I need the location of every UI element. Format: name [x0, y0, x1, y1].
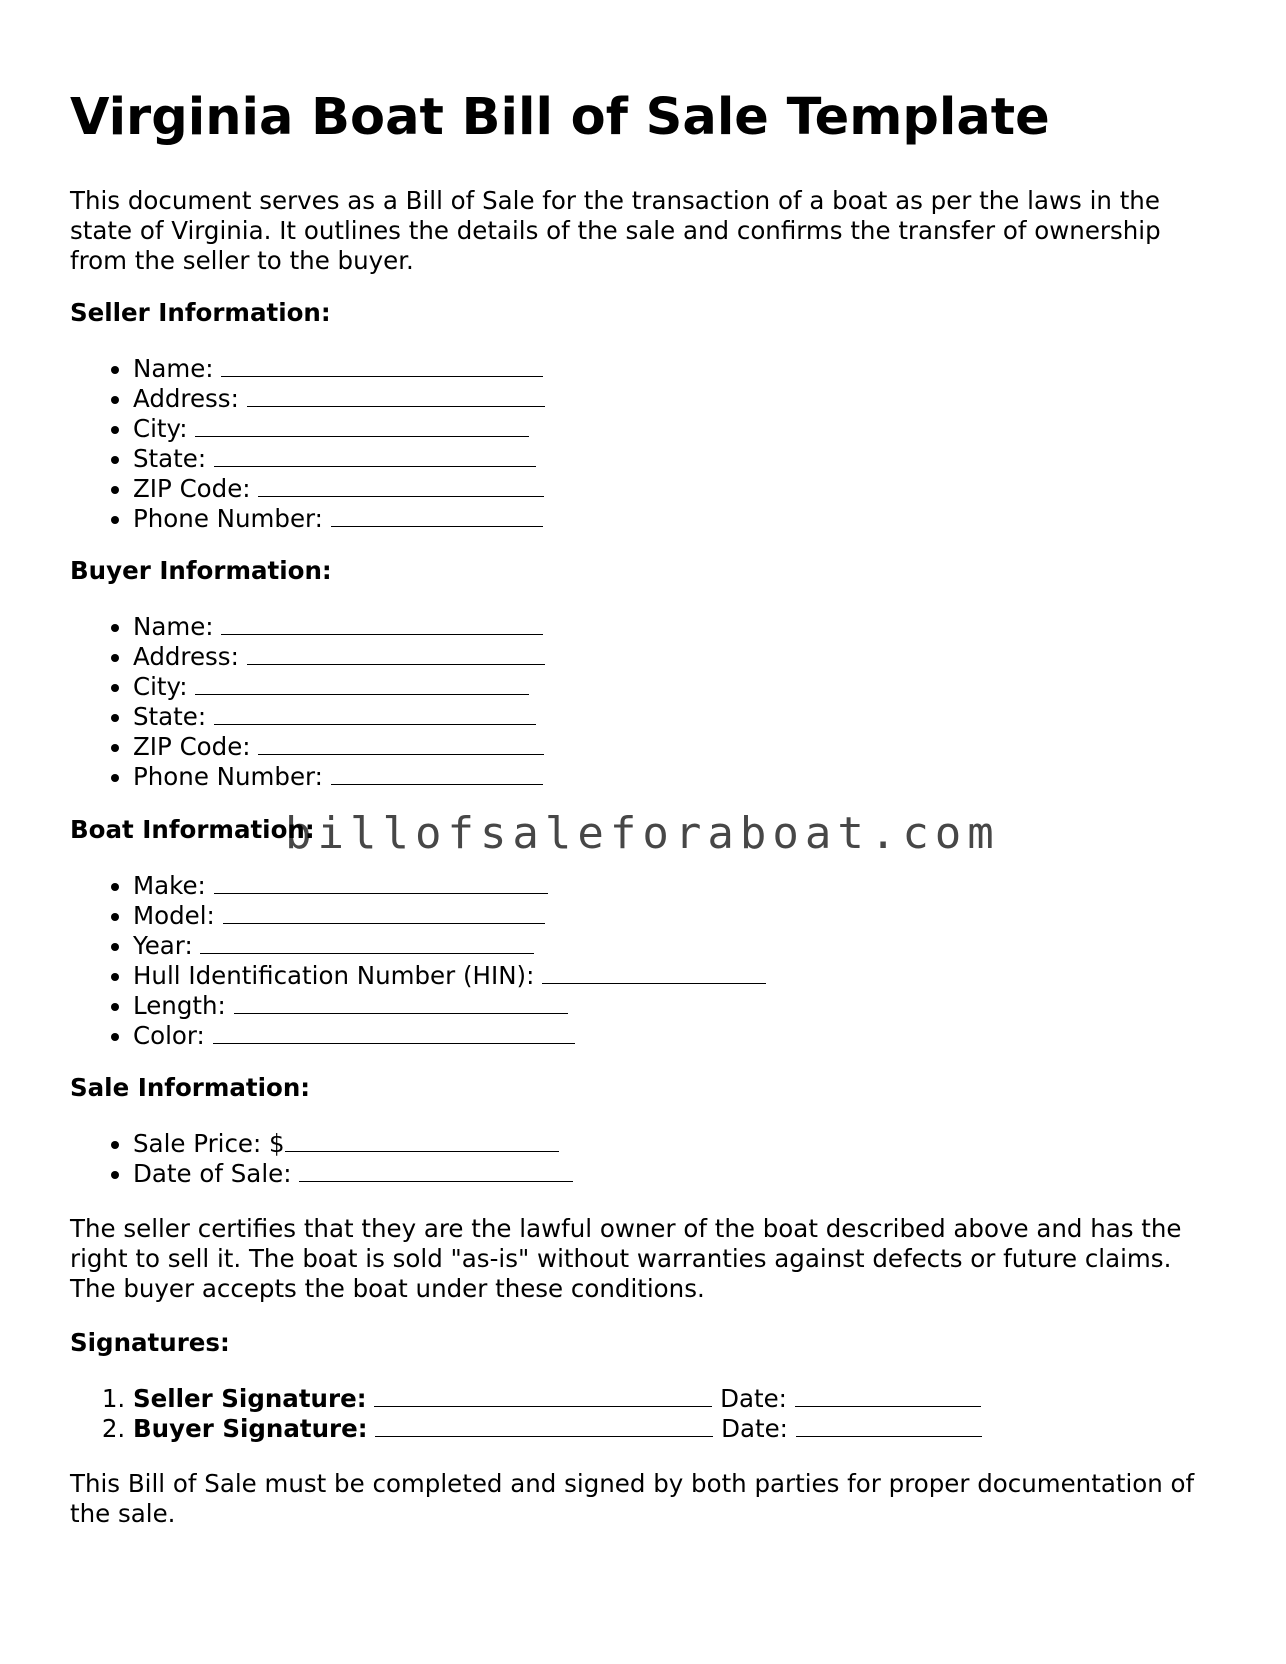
- seller-phone-field: • Phone Number:: [133, 504, 545, 534]
- seller-signature-blank[interactable]: [374, 1384, 712, 1407]
- certification-paragraph: The seller certifies that they are the lawful owner of the boat described above and has the right to sell it. The boat is sold "as-is" without warranties against defects or future claims. The buyer accepts the boat under these conditions.: [70, 1214, 1182, 1303]
- boat-hin-blank[interactable]: [542, 961, 766, 984]
- buyer-address-field: • Address:: [133, 642, 545, 672]
- seller-phone-blank[interactable]: [331, 504, 543, 527]
- boat-color-field: • Color:: [133, 1021, 766, 1051]
- buyer-phone-field: • Phone Number:: [133, 762, 545, 792]
- seller-heading: Seller Information:: [70, 298, 331, 327]
- sale-date-blank[interactable]: [299, 1159, 573, 1182]
- boat-length-blank[interactable]: [234, 991, 568, 1014]
- buyer-city-field: • City:: [133, 672, 545, 702]
- sale-price-blank[interactable]: [285, 1129, 559, 1152]
- seller-name-field: • Name:: [133, 354, 545, 384]
- buyer-address-blank[interactable]: [247, 642, 545, 665]
- boat-field-list: [70, 871, 766, 1051]
- signature-list: [70, 1384, 982, 1444]
- seller-city-blank[interactable]: [195, 414, 529, 437]
- boat-make-blank[interactable]: [214, 871, 548, 894]
- boat-make-field: • Make:: [133, 871, 766, 901]
- seller-name-blank[interactable]: [221, 354, 543, 377]
- buyer-signature-date-blank[interactable]: [796, 1414, 982, 1437]
- seller-state-field: • State:: [133, 444, 545, 474]
- buyer-signature-item: 2. Buyer Signature: Date:: [133, 1414, 982, 1444]
- buyer-name-field: • Name:: [133, 612, 545, 642]
- boat-model-field: • Model:: [133, 901, 766, 931]
- buyer-state-field: • State:: [133, 702, 545, 732]
- seller-signature-date-blank[interactable]: [795, 1384, 981, 1407]
- document-title: Virginia Boat Bill of Sale Template: [70, 88, 1050, 147]
- seller-field-list: [70, 354, 545, 534]
- sale-field-list: [70, 1129, 573, 1189]
- seller-state-blank[interactable]: [214, 444, 536, 467]
- boat-model-blank[interactable]: [223, 901, 545, 924]
- seller-city-field: • City:: [133, 414, 545, 444]
- closing-paragraph: This Bill of Sale must be completed and signed by both parties for proper documentation of the sale.: [70, 1469, 1195, 1528]
- seller-address-field: • Address:: [133, 384, 545, 414]
- buyer-zip-blank[interactable]: [258, 732, 544, 755]
- seller-zip-blank[interactable]: [258, 474, 544, 497]
- buyer-name-blank[interactable]: [221, 612, 543, 635]
- boat-year-blank[interactable]: [200, 931, 534, 954]
- website-watermark: billofsaleforaboat.com: [285, 808, 1000, 859]
- buyer-phone-blank[interactable]: [331, 762, 543, 785]
- boat-hin-field: • Hull Identification Number (HIN):: [133, 961, 766, 991]
- boat-color-blank[interactable]: [213, 1021, 575, 1044]
- intro-paragraph: This document serves as a Bill of Sale for the transaction of a boat as per the laws in the state of Virginia. It outlines the details of the sale and confirms the transfer of ownership from the seller to the buyer.: [70, 186, 1161, 275]
- sale-heading: Sale Information:: [70, 1073, 311, 1102]
- buyer-zip-field: • ZIP Code:: [133, 732, 545, 762]
- buyer-state-blank[interactable]: [214, 702, 536, 725]
- boat-length-field: • Length:: [133, 991, 766, 1021]
- seller-signature-item: 1. Seller Signature: Date:: [133, 1384, 982, 1414]
- buyer-field-list: [70, 612, 545, 792]
- boat-year-field: • Year:: [133, 931, 766, 961]
- seller-zip-field: • ZIP Code:: [133, 474, 545, 504]
- buyer-city-blank[interactable]: [195, 672, 529, 695]
- boat-heading: Boat Information:: [70, 815, 315, 844]
- sale-price-field: • Sale Price: $: [133, 1129, 573, 1159]
- signatures-heading: Signatures:: [70, 1328, 230, 1357]
- sale-date-field: • Date of Sale:: [133, 1159, 573, 1189]
- buyer-heading: Buyer Information:: [70, 556, 332, 585]
- buyer-signature-blank[interactable]: [375, 1414, 713, 1437]
- seller-address-blank[interactable]: [247, 384, 545, 407]
